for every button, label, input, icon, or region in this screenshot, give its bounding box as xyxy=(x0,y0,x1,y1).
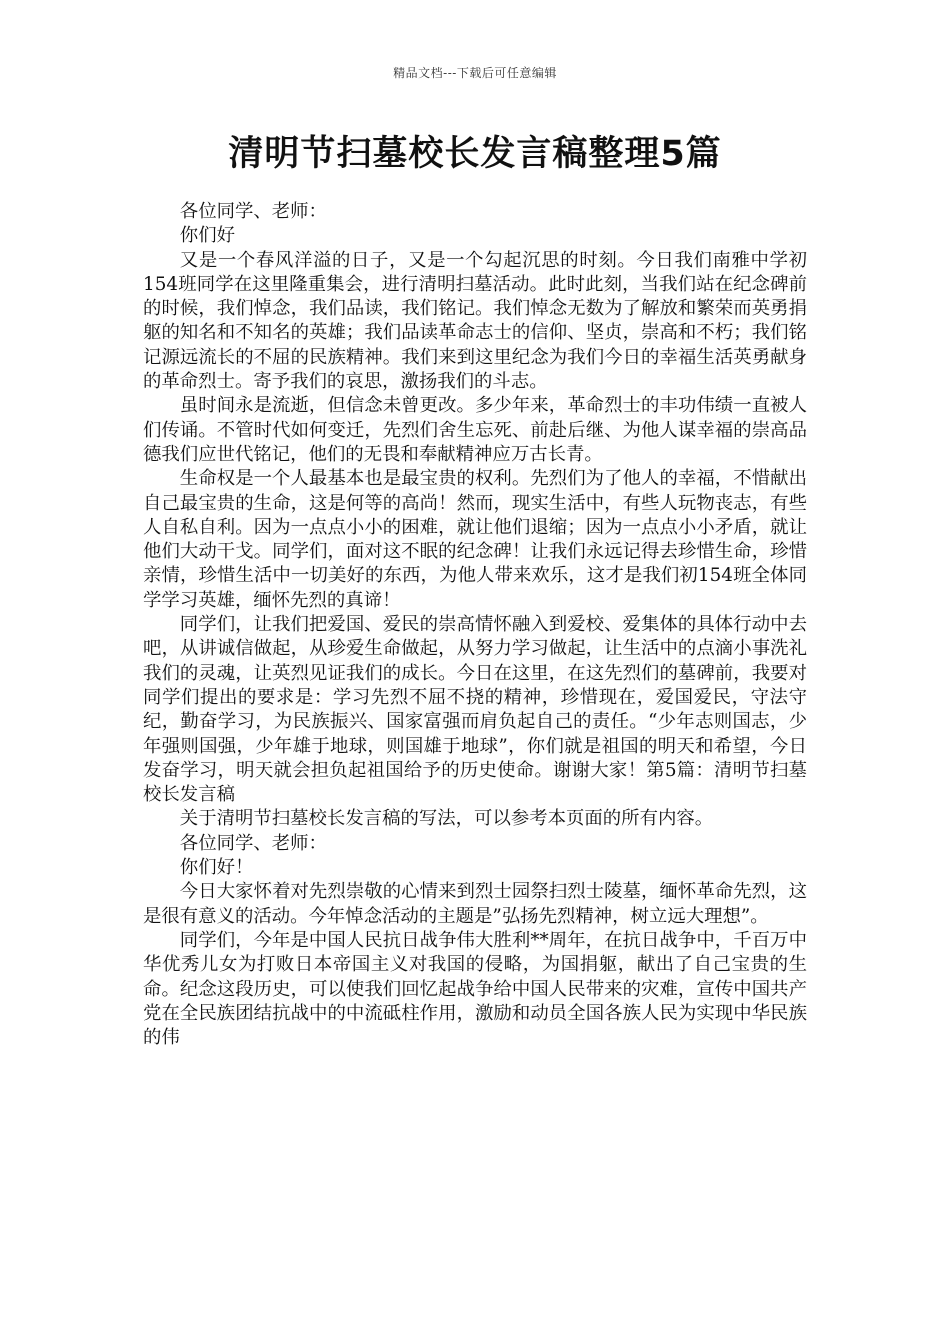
header-note: 精品文档---下载后可任意编辑 xyxy=(393,66,557,80)
paragraph-greeting: 你们好！ xyxy=(179,857,254,879)
paragraph-salutation: 各位同学、老师： xyxy=(179,201,327,222)
document-body xyxy=(143,200,807,1050)
paragraph: 同学们，今年是中国人民抗日战争伟大胜利**周年，在抗日战争中，千百万中华优秀儿女为打败日本帝国主义对我国的侵略，为国捐躯，献出了自己宝贵的生命。纪念这段历史，可以使我们回忆起战争给中国人民带来的灾难，宣传中国共产党在全民族团结抗战中的中流砥柱作用，激励和动员全国各族人民为实现中华民族的伟 xyxy=(143,929,807,1049)
paragraph-salutation: 各位同学、老师： xyxy=(179,832,327,854)
paragraph: 又是一个春风洋溢的日子，又是一个勾起沉思的时刻。今日我们南雅中学初154班同学在这里隆重集会，进行清明扫墓活动。此时此刻，当我们站在纪念碑前的时候，我们悼念，我们品读，我们铭记。我们悼念无数为了解放和繁荣而英勇捐躯的知名和不知名的英雄；我们品读革命志士的信仰、坚贞，崇高和不朽；我们铭记源远流长的不屈的民族精神。我们来到这里纪念为我们今日的幸福生活英勇献身的革命烈士。寄予我们的哀思，激扬我们的斗志。 xyxy=(143,249,807,393)
paragraph-greeting: 你们好 xyxy=(179,225,235,247)
document-title: 清明节扫墓校长发言稿整理5篇 xyxy=(228,134,722,174)
paragraph: 虽时间永是流逝，但信念未曾更改。多少年来，革命烈士的丰功伟绩一直被人们传诵。不管时代如何变迁，先烈们舍生忘死、前赴后继、为他人谋幸福的崇高品德我们应世代铭记，他们的无畏和奉献精神应万古长青。 xyxy=(143,395,807,465)
paragraph: 关于清明节扫墓校长发言稿的写法，可以参考本页面的所有内容。 xyxy=(179,808,714,830)
paragraph: 生命权是一个人最基本也是最宝贵的权利。先烈们为了他人的幸福，不惜献出自己最宝贵的生命，这是何等的高尚！然而，现实生活中，有些人玩物丧志，有些人自私自利。因为一点点小小的困难，就让他们退缩；因为一点点小小矛盾，就让他们大动干戈。同学们，面对这不眠的纪念碑！让我们永远记得去珍惜生命，珍惜亲情，珍惜生活中一切美好的东西，为他人带来欢乐，这才是我们初154班全体同学学习英雄，缅怀先烈的真谛！ xyxy=(143,468,807,611)
paragraph: 同学们，让我们把爱国、爱民的崇高情怀融入到爱校、爱集体的具体行动中去吧，从讲诚信做起，从珍爱生命做起，从努力学习做起，让生活中的点滴小事洗礼我们的灵魂，让英烈见证我们的成长。今日在这里，在这先烈们的墓碑前，我要对同学们提出的要求是：学习先烈不屈不挠的精神，珍惜现在，爱国爱民，守法守纪，勤奋学习，为民族振兴、国家富强而肩负起自己的责任。“少年志则国志，少年强则国强，少年雄于地球，则国雄于地球”，你们就是祖国的明天和希望，今日发奋学习，明天就会担负起祖国给予的历史使命。谢谢大家！第5篇：清明节扫墓校长发言稿 xyxy=(143,614,807,806)
paragraph: 今日大家怀着对先烈崇敬的心情来到烈士园祭扫烈士陵墓，缅怀革命先烈，这是很有意义的活动。今年悼念活动的主题是”弘扬先烈精神，树立远大理想”。 xyxy=(143,881,807,927)
